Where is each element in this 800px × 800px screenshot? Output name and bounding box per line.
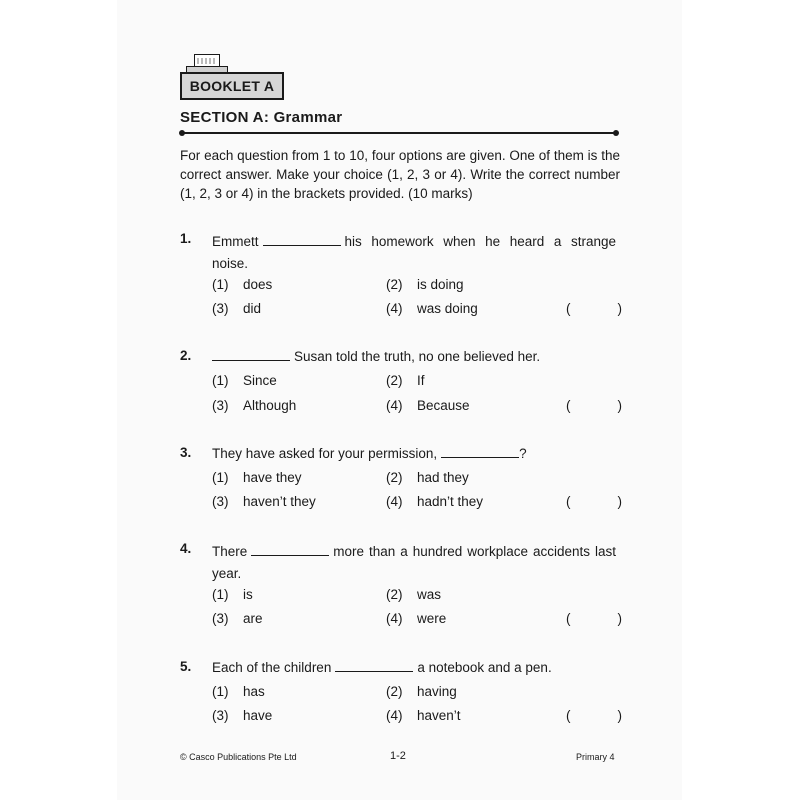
answer-blank <box>212 348 290 361</box>
answer-blank <box>335 659 413 672</box>
footer-page-number: 1-2 <box>390 750 406 762</box>
question-text <box>212 541 616 585</box>
option-2: (2) was <box>386 587 442 602</box>
question-text-after: more than a hundred workplace accidents last year. <box>212 544 616 581</box>
footer-level: Primary 4 <box>576 752 615 762</box>
option-3: (3) Although <box>212 398 297 413</box>
option-2: (2) had they <box>386 470 469 485</box>
option-4: (4) Because <box>386 398 470 413</box>
answer-blank <box>263 233 341 246</box>
option-3: (3) haven’t they <box>212 494 316 509</box>
booklet-tab <box>180 54 284 101</box>
option-4: (4) hadn’t they <box>386 494 484 509</box>
option-4: (4) were <box>386 611 447 626</box>
question-number: 3. <box>180 445 192 460</box>
answer-brackets[interactable]: ( ) <box>566 708 622 723</box>
section-title: SECTION A: Grammar <box>180 109 343 126</box>
option-3: (3) have <box>212 708 273 723</box>
instructions: For each question from 1 to 10, four options are given. One of them is the correct answer. Make your choice (1, 2, 3 or 4). Write the correct number (1, 2, 3 or 4) in the brackets provided. (10 marks) <box>180 148 620 201</box>
option-3: (3) are <box>212 611 263 626</box>
question-text <box>212 445 616 463</box>
option-1: (1) has <box>212 684 265 699</box>
question-text-after: his homework when he heard a strange noise. <box>212 234 616 271</box>
question-text-after: Susan told the truth, no one believed her. <box>294 349 541 364</box>
question-text-before: They have asked for your permission, <box>212 446 438 461</box>
option-4: (4) was doing <box>386 301 478 316</box>
answer-blank <box>251 543 329 556</box>
answer-brackets[interactable]: ( ) <box>566 301 622 316</box>
booklet-label: BOOKLET A <box>180 72 284 100</box>
question-text-before: Each of the children <box>212 660 332 675</box>
answer-brackets[interactable]: ( ) <box>566 398 622 413</box>
question-number: 4. <box>180 541 192 556</box>
section-divider <box>182 132 616 134</box>
option-2: (2) is doing <box>386 277 464 292</box>
option-4: (4) haven’t <box>386 708 461 723</box>
question-text <box>212 348 616 366</box>
answer-brackets[interactable]: ( ) <box>566 494 622 509</box>
answer-blank <box>441 445 519 458</box>
option-2: (2) If <box>386 373 425 388</box>
option-1: (1) have they <box>212 470 302 485</box>
option-2: (2) having <box>386 684 457 699</box>
question-text-after: ? <box>519 446 527 461</box>
question-text-after: a notebook and a pen. <box>417 660 552 675</box>
question-text <box>212 659 616 677</box>
answer-brackets[interactable]: ( ) <box>566 611 622 626</box>
option-1: (1) does <box>212 277 273 292</box>
question-number: 5. <box>180 659 192 674</box>
option-1: (1) is <box>212 587 253 602</box>
question-number: 2. <box>180 348 192 363</box>
question-text <box>212 231 616 275</box>
question-number: 1. <box>180 231 192 246</box>
option-3: (3) did <box>212 301 262 316</box>
footer-copyright: © Casco Publications Pte Ltd <box>180 752 297 762</box>
question-text-before: There <box>212 544 248 559</box>
option-1: (1) Since <box>212 373 277 388</box>
question-text-before: Emmett <box>212 234 259 249</box>
